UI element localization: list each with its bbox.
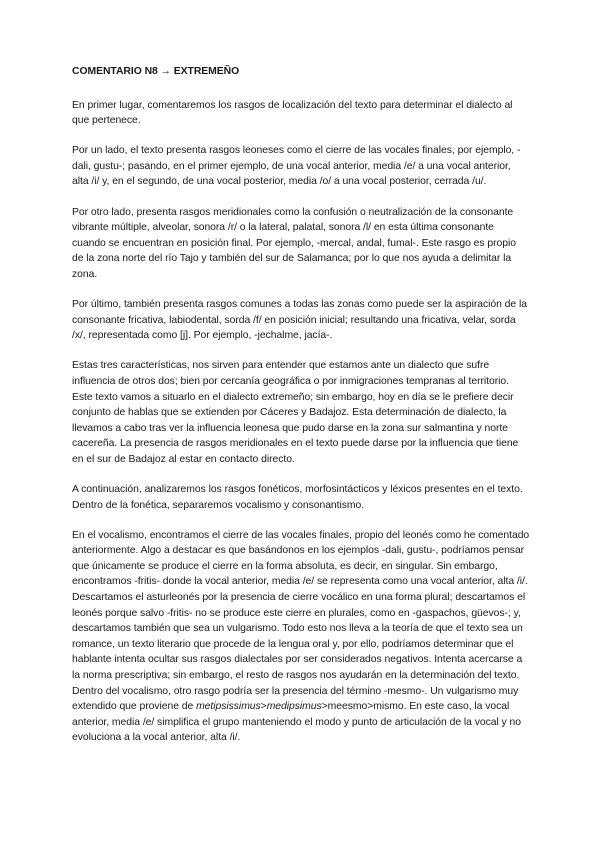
- paragraph-vocalism: [72, 528, 530, 746]
- paragraph-text: En primer lugar, comentaremos los rasgos de localización del texto para determinar el dialecto al que pertenece.: [72, 99, 513, 127]
- paragraph-text: Por otro lado, presenta rasgos meridionales como la confusión o neutralización de la consonante vibrante múltiple, alveolar, sonora /r/ o la lateral, palatal, sonora /l/ en esta última consonante cuando se encuentran en posición final. Por ejemplo, -mercal, andal, fumal-. Este rasgo es propio de la zona norte del río Tajo y también del sur de Salamanca; por lo que nos ayuda a delimitar la zona.: [72, 206, 516, 280]
- paragraph-text: Estas tres características, nos sirven para entender que estamos ante un dialecto que sufre influencia de otros dos; bien por cercanía geográfica o por inmigraciones tempranas al territorio. Este texto vamos a situarlo en el dialecto extremeño; sin embargo, hoy en día se le prefiere decir conjunto de hablas que se extienden por Cáceres y Badajoz. Esta determinación de dialecto, la llevamos a cabo tras ver la influencia leonesa que pudo darse en la zona sur salmantina y norte cacereña. La presencia de rasgos meridionales en el texto puede darse por la influencia que tiene en el sur de Badajoz al estar en contacto directo.: [72, 360, 519, 465]
- paragraph-leonese-features: [72, 143, 530, 190]
- latin-term-medipsimus: medipsimus: [266, 701, 322, 713]
- document-page: [72, 64, 530, 746]
- paragraph-text: A continuación, analizaremos los rasgos fonéticos, morfosintácticos y léxicos presentes en el texto. Dentro de la fonética, separaremos vocalismo y consonantismo.: [72, 483, 523, 511]
- paragraph-analysis-intro: [72, 482, 530, 513]
- paragraph-text: En el vocalismo, encontramos el cierre de las vocales finales, propio del leonés como he comentado anteriormente. Algo a destacar es que basándonos en los ejemplos -dali, gustu-, podríamos pensar que únicamente se produce el cierre en la forma absoluta, es decir, en singular. Sin embargo, encontramos -fritis- donde la vocal anterior, media /e/ se representa como una vocal anterior, alta /i/. Descartamos el asturleonés por la presencia de cierre vocálico en una forma plural; descartamos el leonés porque salvo -fritis- no se produce este cierre en plurales, como en -gaspachos, güevos-; y, descartamos también que sea un vulgarismo. Todo esto nos lleva a la teoría de que el texto sea un romance, un texto literario que procede de la lengua oral y, por ello, podríamos determinar que el hablante intenta ocultar sus rasgos dialectales por ser considerados negativos. Intenta acercarse a la norma prescriptiva; sin embargo, el resto de rasgos nos ayudarán en la determinación del texto. Dentro del vocalismo, otro rasgo podría ser la presencia del término -mesmo-. Un vulgarismo muy extendido que proviene de: [72, 529, 530, 713]
- arrow-symbol: >: [260, 701, 267, 713]
- paragraph-common-features: [72, 297, 530, 344]
- paragraph-text: >meesmo>mismo. En este caso, la vocal anterior, media /e/ simplifica el grupo manteniendo el modo y punto de articulación de la vocal y no evoluciona a la vocal anterior, alta /i/.: [72, 701, 521, 744]
- paragraph-text: Por último, también presenta rasgos comunes a todas las zonas como puede ser la aspiración de la consonante fricativa, labiodental, sorda /f/ en posición inicial; resultando una fricativa, velar, sorda /x/, representada como [j]. Por ejemplo, -jechalme, jacía-.: [72, 299, 527, 342]
- paragraph-meridional-features: [72, 205, 530, 283]
- document-title: COMENTARIO N8 → EXTREMEÑO: [72, 66, 240, 77]
- paragraph-dialect-determination: [72, 358, 530, 467]
- paragraph-text: Por un lado, el texto presenta rasgos leoneses como el cierre de las vocales finales, por ejemplo, -dali, gustu-; pasando, en el primer ejemplo, de una vocal anterior, media /e/ a una vocal anterior, alta /i/ y, en el segundo, de una vocal posterior, media /o/ a una vocal posterior, cerrada /u/.: [72, 145, 521, 188]
- paragraph-intro: [72, 98, 530, 129]
- latin-term-metipsissimus: metipsissimus: [196, 701, 261, 713]
